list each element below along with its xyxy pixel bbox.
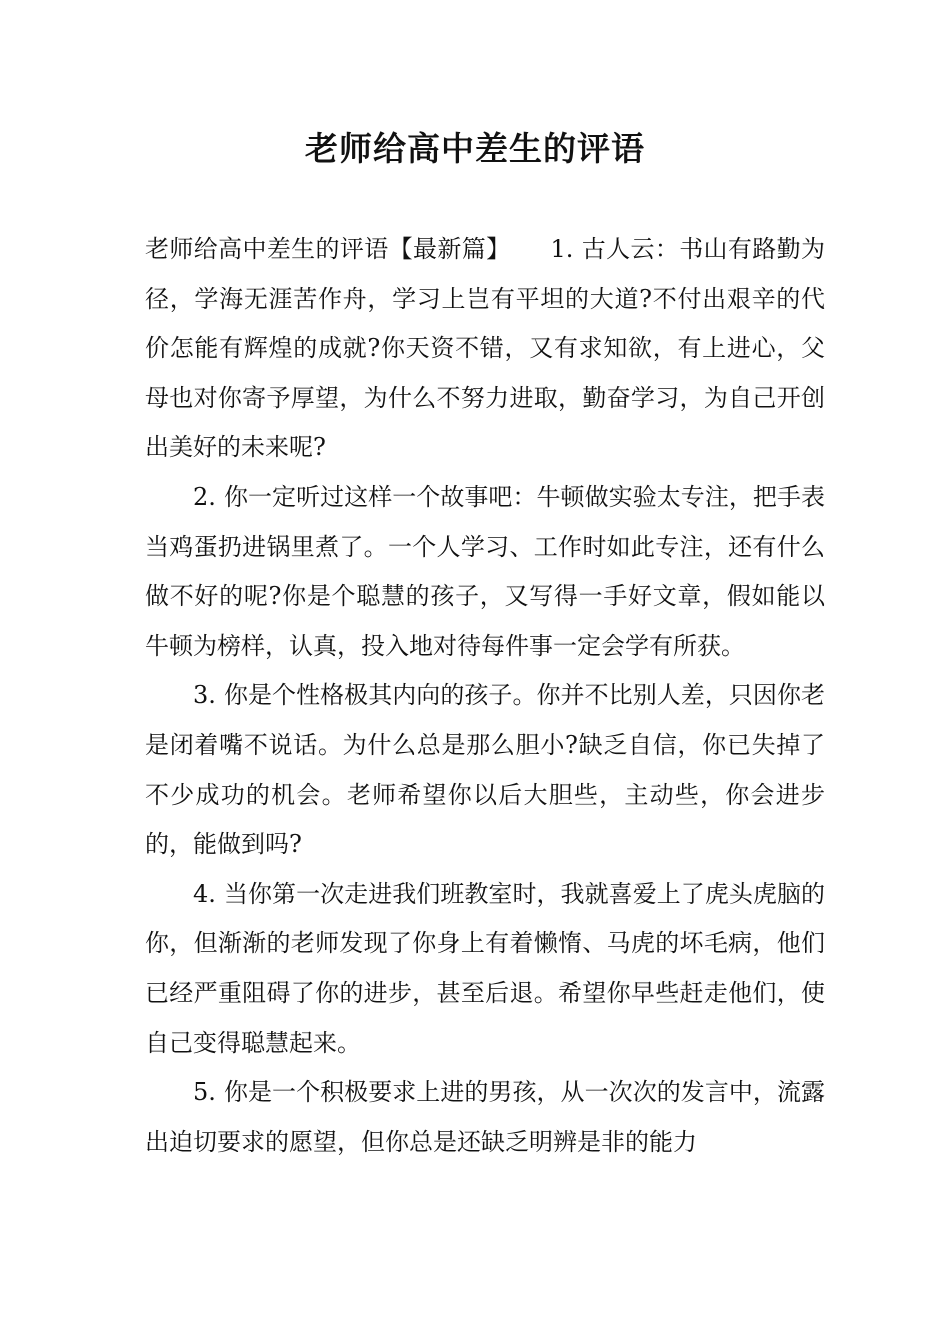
document-title: 老师给高中差生的评语 — [305, 129, 645, 168]
item-text: 你是一个积极要求上进的男孩，从一次次的发言中，流露出迫切要求的愿望，但你总是还缺乏明辨是非的能力 — [145, 1078, 825, 1156]
item-number: 2. — [193, 482, 216, 511]
item-text: 你一定听过这样一个故事吧：牛顿做实验太专注，把手表当鸡蛋扔进锅里煮了。一个人学习、工作时如此专注，还有什么做不好的呢?你是个聪慧的孩子，又写得一手好文章，假如能以牛顿为榜样，认真，投入地对待每件事一定会学有所获。 — [145, 482, 825, 660]
item-text: 古人云：书山有路勤为径，学海无涯苦作舟，学习上岂有平坦的大道?不付出艰辛的代价怎能有辉煌的成就?你天资不错，又有求知欲，有上进心，父母也对你寄予厚望，为什么不努力进取，勤奋学习，为自己开创出美好的未来呢? — [145, 235, 826, 462]
item-number: 5. — [193, 1078, 216, 1107]
comment-paragraph — [145, 473, 825, 671]
item-number: 1. — [550, 235, 574, 263]
item-text: 你是个性格极其内向的孩子。你并不比别人差，只因你老是闭着嘴不说话。为什么总是那么胆小?缺乏自信，你已失掉了不少成功的机会。老师希望你以后大胆些，主动些，你会进步的，能做到吗? — [145, 681, 825, 859]
intro-paragraph — [145, 225, 825, 473]
item-number: 3. — [193, 681, 216, 710]
comment-paragraph — [145, 870, 825, 1068]
item-text: 当你第一次走进我们班教室时，我就喜爱上了虎头虎脑的你，但渐渐的老师发现了你身上有着懒惰、马虎的坏毛病，他们已经严重阻碍了你的进步，甚至后退。希望你早些赶走他们，使自己变得聪慧起来。 — [145, 879, 825, 1057]
comment-paragraph — [145, 1068, 825, 1167]
intro-heading: 老师给高中差生的评语【最新篇】 — [145, 235, 511, 263]
item-number: 4. — [193, 879, 216, 908]
comment-paragraph — [145, 671, 825, 869]
document-body — [145, 225, 825, 1167]
